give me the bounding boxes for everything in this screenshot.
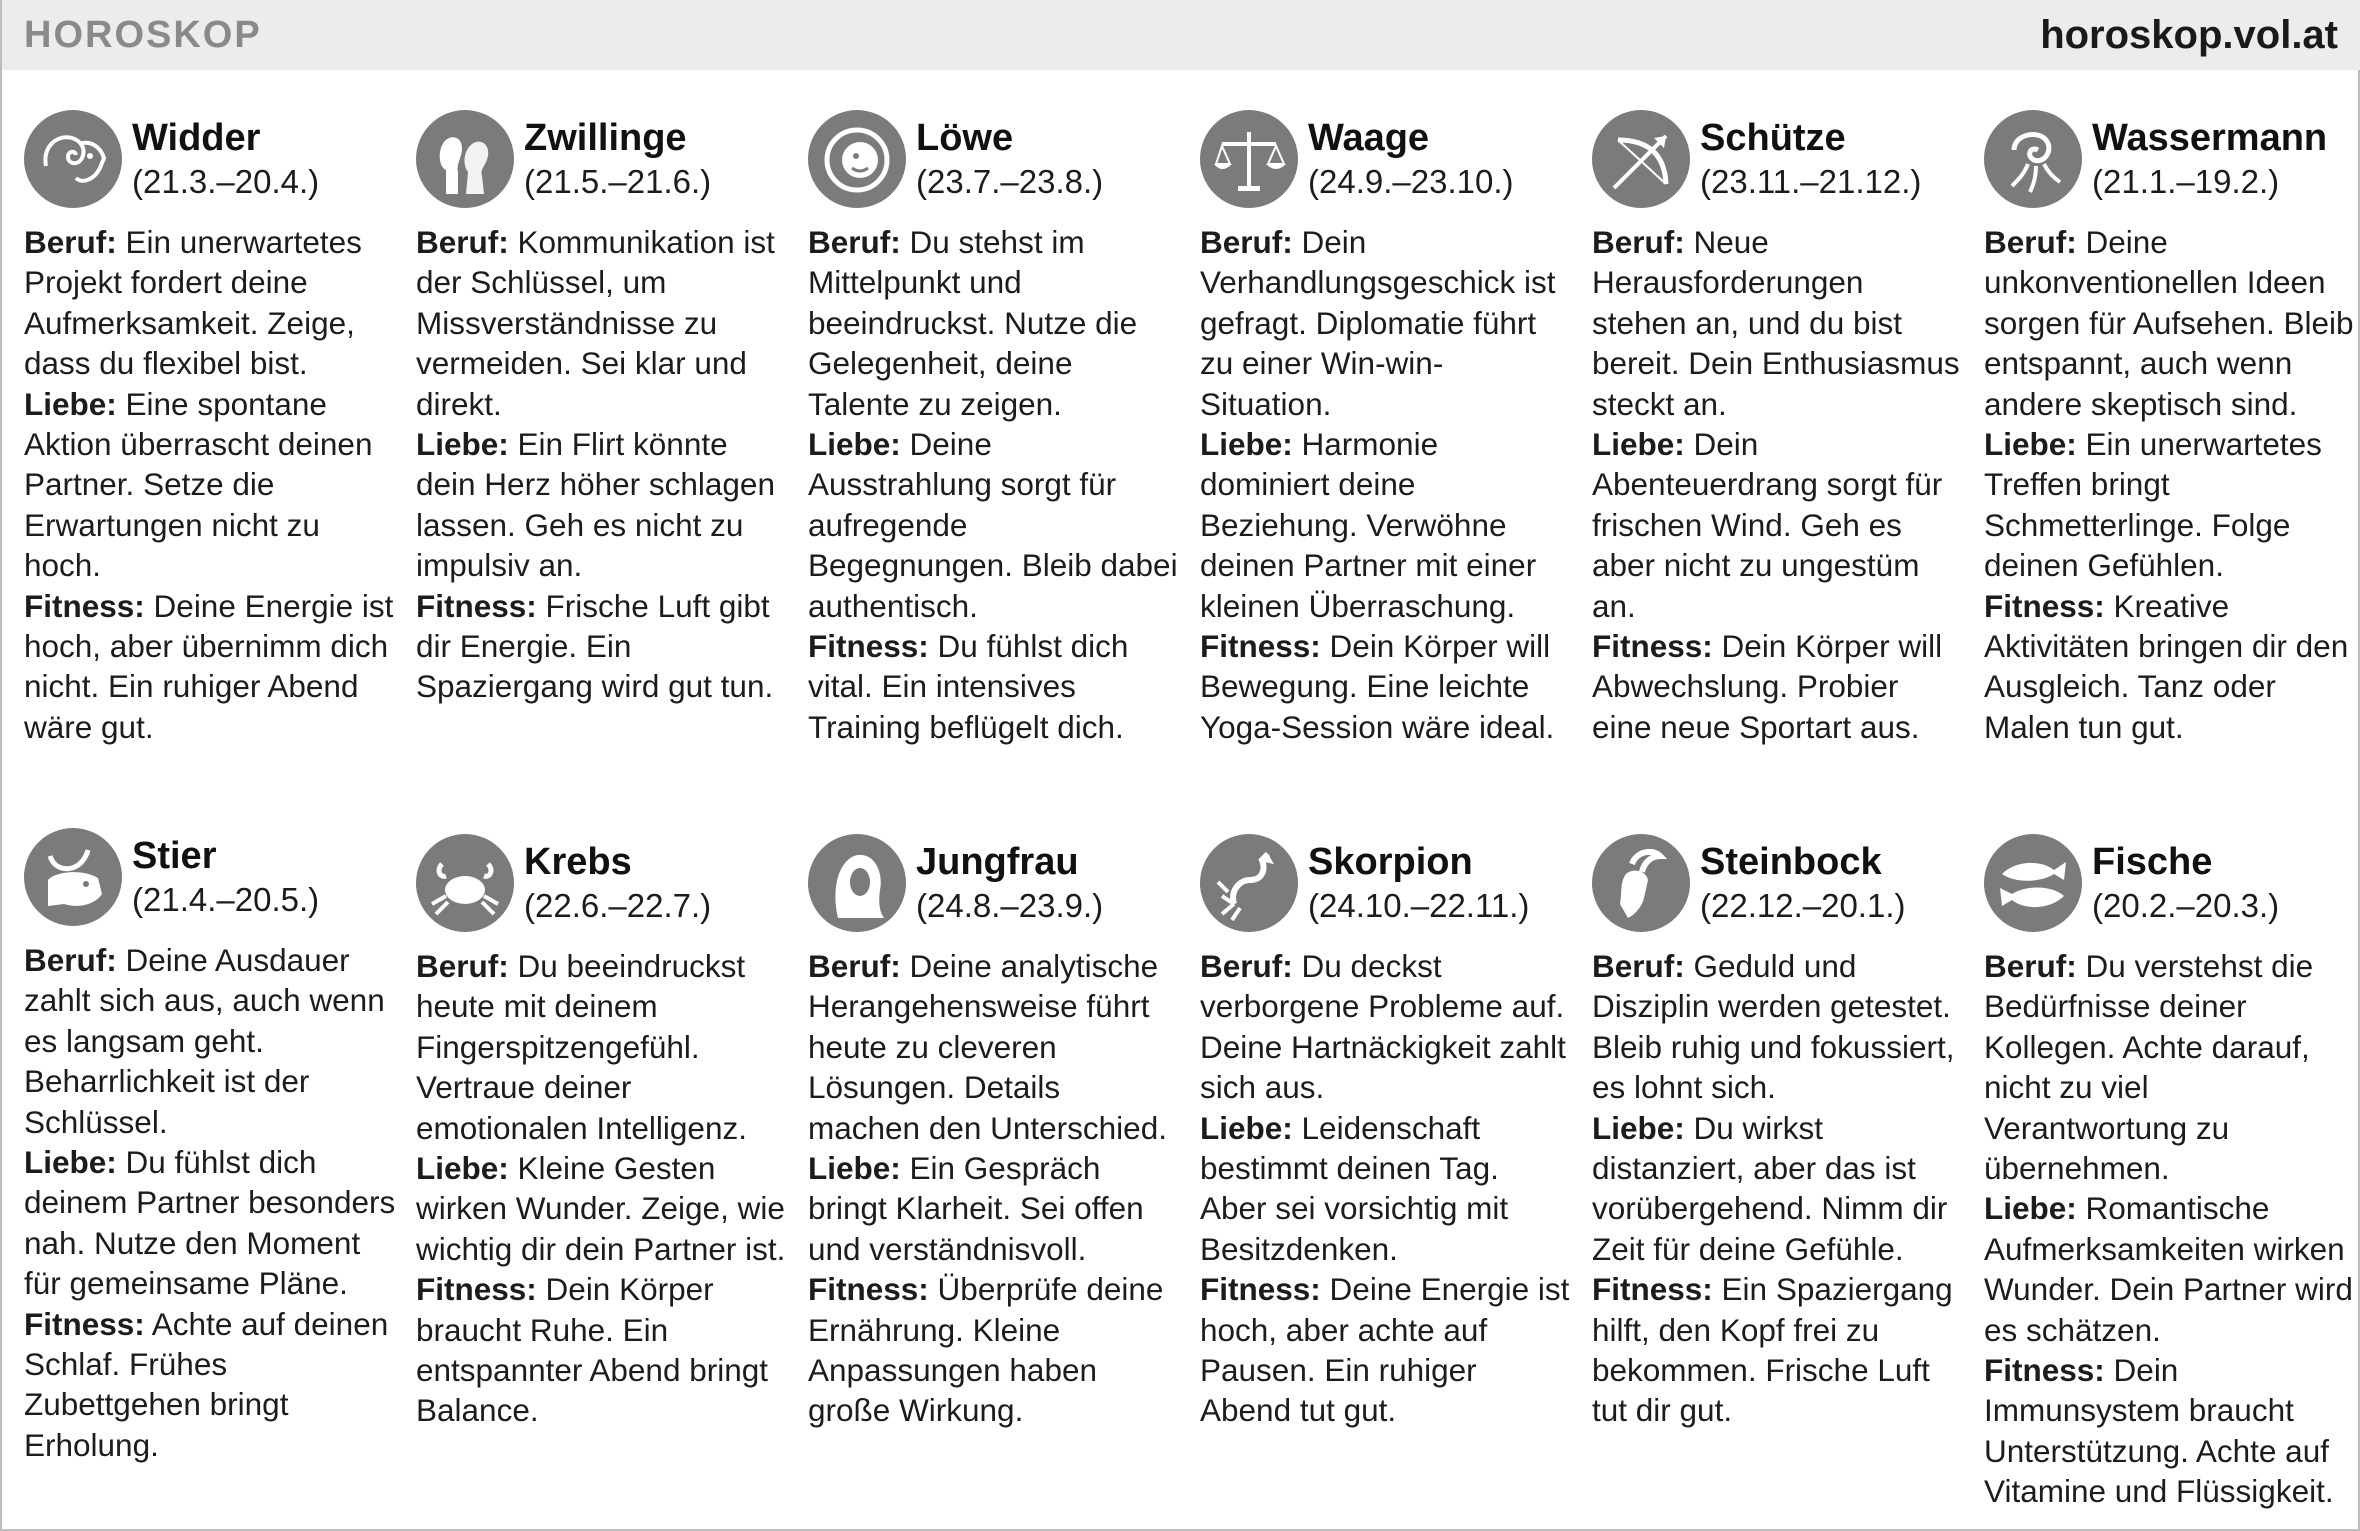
- beruf-text: Ein unerwartetes Projekt fordert deine Aufmerksamkeit. Zeige, dass du flexibel bist.: [24, 224, 362, 382]
- sign-name: Steinbock: [1700, 841, 1882, 883]
- sign-dates: (24.9.–23.10.): [1308, 163, 1514, 200]
- beruf-label: Beruf:: [1984, 224, 2077, 260]
- sign-text: [416, 946, 788, 1431]
- liebe-paragraph: [808, 424, 1180, 626]
- sign-text: [24, 222, 396, 747]
- virgin-icon: [808, 834, 906, 932]
- liebe-label: Liebe:: [808, 1150, 901, 1187]
- bull-icon: [24, 828, 122, 926]
- fitness-label: Fitness:: [1984, 1352, 2105, 1389]
- fitness-text: Dein Körper will Bewegung. Eine leichte Yoga-Session wäre ideal.: [1200, 628, 1555, 745]
- beruf-text: Deine unkonventionellen Ideen sorgen für Aufsehen. Bleib entspannt, auch wenn andere skeptisch sind.: [1984, 224, 2354, 422]
- liebe-paragraph: [1200, 1108, 1572, 1270]
- fitness-label: Fitness:: [808, 1271, 929, 1308]
- water-bearer-icon: [1984, 110, 2082, 208]
- beruf-label: Beruf:: [1592, 224, 1685, 260]
- liebe-label: Liebe:: [808, 426, 901, 463]
- liebe-paragraph: [1592, 1108, 1964, 1270]
- beruf-text: Neue Herausforderungen stehen an, und du bist bereit. Dein Enthusiasmus steckt an.: [1592, 224, 1960, 422]
- sign-dates: (21.5.–21.6.): [524, 163, 712, 200]
- sign-name: Schütze: [1700, 117, 1846, 159]
- beruf-paragraph: [808, 222, 1180, 424]
- fitness-label: Fitness:: [24, 1305, 145, 1342]
- fitness-paragraph: [1984, 1350, 2356, 1512]
- liebe-paragraph: [808, 1148, 1180, 1269]
- fitness-text: Frische Luft gibt dir Energie. Ein Spaziergang wird gut tun.: [416, 587, 774, 705]
- fitness-text: Ein Spaziergang hilft, den Kopf frei zu bekommen. Frische Luft tut dir gut.: [1592, 1271, 1953, 1429]
- sign-name: Löwe: [916, 117, 1014, 159]
- fitness-label: Fitness:: [416, 1271, 537, 1308]
- liebe-text: Dein Abenteuerdrang sorgt für frischen Wind. Geh es aber nicht zu ungestüm an.: [1592, 426, 1943, 624]
- liebe-label: Liebe:: [1200, 1109, 1293, 1146]
- beruf-text: Du verstehst die Bedürfnisse deiner Kollegen. Achte darauf, nicht zu viel Verantwortung zu übernehmen.: [1984, 948, 2314, 1187]
- liebe-paragraph: [24, 1142, 396, 1304]
- beruf-paragraph: [1592, 222, 1964, 424]
- sign-name: Stier: [132, 835, 217, 877]
- fitness-paragraph: [1984, 586, 2356, 748]
- liebe-label: Liebe:: [416, 1150, 509, 1187]
- liebe-text: Ein unerwartetes Treffen bringt Schmetterlinge. Folge deinen Gefühlen.: [1984, 426, 2322, 584]
- fitness-paragraph: [808, 1269, 1180, 1431]
- sign-dates: (20.2.–20.3.): [2092, 887, 2280, 924]
- liebe-paragraph: [1200, 424, 1572, 626]
- sign-column-skorpion: [1200, 834, 1572, 1431]
- fitness-paragraph: [416, 586, 788, 707]
- sign-text: [1984, 946, 2356, 1512]
- sign-text: [1592, 222, 1964, 747]
- fitness-label: Fitness:: [1984, 587, 2105, 624]
- fitness-paragraph: [24, 1304, 396, 1466]
- liebe-paragraph: [416, 424, 788, 586]
- sign-column-schuetze: [1592, 110, 1964, 747]
- beruf-text: Deine analytische Herangehensweise führt heute zu cleveren Lösungen. Details machen den Unterschied.: [808, 948, 1167, 1146]
- fitness-text: Überprüfe deine Ernährung. Kleine Anpassungen haben große Wirkung.: [808, 1271, 1164, 1429]
- sign-text: [808, 222, 1180, 747]
- fitness-text: Kreative Aktivitäten bringen dir den Ausgleich. Tanz oder Malen tun gut.: [1984, 587, 2349, 745]
- beruf-label: Beruf:: [1200, 224, 1293, 260]
- fitness-label: Fitness:: [808, 628, 929, 665]
- beruf-label: Beruf:: [24, 942, 117, 978]
- sign-column-steinbock: [1592, 834, 1964, 1431]
- sign-column-fische: [1984, 834, 2356, 1512]
- sign-column-widder: [24, 110, 396, 747]
- sign-text: [24, 940, 396, 1465]
- sign-dates: (21.3.–20.4.): [132, 163, 320, 200]
- beruf-label: Beruf:: [24, 224, 117, 260]
- fitness-label: Fitness:: [416, 587, 537, 624]
- sign-name: Skorpion: [1308, 841, 1473, 883]
- fitness-text: Dein Körper will Abwechslung. Probier eine neue Sportart aus.: [1592, 628, 1943, 745]
- fitness-text: Dein Körper braucht Ruhe. Ein entspannter Abend bringt Balance.: [416, 1271, 769, 1429]
- beruf-label: Beruf:: [1592, 948, 1685, 984]
- beruf-label: Beruf:: [416, 948, 509, 984]
- header-bar: [2, 0, 2360, 70]
- beruf-label: Beruf:: [1200, 948, 1293, 984]
- sign-name: Zwillinge: [524, 117, 687, 159]
- liebe-label: Liebe:: [416, 426, 509, 463]
- sign-column-loewe: [808, 110, 1180, 747]
- beruf-paragraph: [416, 222, 788, 424]
- fitness-paragraph: [24, 586, 396, 748]
- beruf-paragraph: [1984, 946, 2356, 1188]
- sign-column-stier: [24, 828, 396, 1465]
- liebe-text: Eine spontane Aktion überrascht deinen Partner. Setze die Erwartungen nicht zu hoch.: [24, 385, 373, 584]
- beruf-label: Beruf:: [808, 948, 901, 984]
- sign-column-zwillinge: [416, 110, 788, 707]
- fitness-text: Deine Energie ist hoch, aber achte auf Pausen. Ein ruhiger Abend tut gut.: [1200, 1271, 1570, 1429]
- fitness-paragraph: [1200, 626, 1572, 747]
- sign-name: Waage: [1308, 117, 1430, 159]
- fitness-paragraph: [1592, 626, 1964, 747]
- fitness-label: Fitness:: [24, 587, 145, 624]
- beruf-paragraph: [1200, 222, 1572, 424]
- archer-icon: [1592, 110, 1690, 208]
- liebe-text: Du fühlst dich deinem Partner besonders nah. Nutze den Moment für gemeinsame Pläne.: [24, 1144, 396, 1302]
- sign-column-wassermann: [1984, 110, 2356, 747]
- section-title: HOROSKOP: [24, 13, 262, 56]
- liebe-label: Liebe:: [1984, 426, 2077, 463]
- sign-dates: (22.12.–20.1.): [1700, 887, 1906, 924]
- beruf-paragraph: [808, 946, 1180, 1148]
- fitness-text: Achte auf deinen Schlaf. Frühes Zubettgehen bringt Erholung.: [24, 1305, 389, 1463]
- fitness-label: Fitness:: [1592, 1271, 1713, 1308]
- fitness-label: Fitness:: [1592, 628, 1713, 665]
- ram-icon: [24, 110, 122, 208]
- liebe-paragraph: [416, 1148, 788, 1269]
- liebe-label: Liebe:: [24, 385, 117, 422]
- fitness-text: Du fühlst dich vital. Ein intensives Training beflügelt dich.: [808, 628, 1129, 745]
- fitness-text: Dein Immunsystem braucht Unterstützung. Achte auf Vitamine und Flüssigkeit.: [1984, 1352, 2334, 1510]
- site-url[interactable]: horoskop.vol.at: [2040, 12, 2338, 57]
- beruf-text: Du stehst im Mittelpunkt und beeindruckst. Nutze die Gelegenheit, deine Talente zu zeigen.: [808, 224, 1138, 422]
- beruf-label: Beruf:: [808, 224, 901, 260]
- fitness-label: Fitness:: [1200, 1271, 1321, 1308]
- sign-dates: (23.11.–21.12.): [1700, 163, 1922, 200]
- liebe-paragraph: [24, 384, 396, 586]
- scorpion-icon: [1200, 834, 1298, 932]
- beruf-paragraph: [1984, 222, 2356, 424]
- fitness-paragraph: [1200, 1269, 1572, 1431]
- sign-dates: (22.6.–22.7.): [524, 887, 712, 924]
- sign-name: Widder: [132, 117, 261, 159]
- lion-icon: [808, 110, 906, 208]
- sign-name: Jungfrau: [916, 841, 1079, 883]
- twins-icon: [416, 110, 514, 208]
- sign-column-krebs: [416, 834, 788, 1431]
- sign-dates: (21.1.–19.2.): [2092, 163, 2280, 200]
- goat-icon: [1592, 834, 1690, 932]
- liebe-text: Du wirkst distanziert, aber das ist vorübergehend. Nimm dir Zeit für deine Gefühle.: [1592, 1109, 1948, 1267]
- sign-dates: (21.4.–20.5.): [132, 881, 320, 918]
- sign-name: Fische: [2092, 841, 2213, 883]
- sign-name: Krebs: [524, 841, 632, 883]
- sign-text: [416, 222, 788, 707]
- sign-text: [808, 946, 1180, 1431]
- sign-text: [1200, 222, 1572, 747]
- liebe-label: Liebe:: [24, 1144, 117, 1181]
- liebe-label: Liebe:: [1200, 426, 1293, 463]
- beruf-text: Deine Ausdauer zahlt sich aus, auch wenn es langsam geht. Beharrlichkeit ist der Schlüssel.: [24, 942, 385, 1140]
- beruf-label: Beruf:: [416, 224, 509, 260]
- liebe-text: Leidenschaft bestimmt deinen Tag. Aber sei vorsichtig mit Besitzdenken.: [1200, 1109, 1509, 1267]
- liebe-paragraph: [1984, 424, 2356, 586]
- liebe-paragraph: [1592, 424, 1964, 626]
- fitness-paragraph: [1592, 1269, 1964, 1431]
- beruf-text: Kommunikation ist der Schlüssel, um Missverständnisse zu vermeiden. Sei klar und direkt.: [416, 224, 775, 422]
- liebe-label: Liebe:: [1984, 1190, 2077, 1227]
- beruf-paragraph: [1200, 946, 1572, 1108]
- beruf-text: Geduld und Disziplin werden getestet. Bleib ruhig und fokussiert, es lohnt sich.: [1592, 948, 1955, 1106]
- fitness-label: Fitness:: [1200, 628, 1321, 665]
- beruf-paragraph: [24, 222, 396, 384]
- beruf-paragraph: [1592, 946, 1964, 1108]
- beruf-text: Du deckst verborgene Probleme auf. Deine Hartnäckigkeit zahlt sich aus.: [1200, 948, 1566, 1106]
- crab-icon: [416, 834, 514, 932]
- sign-text: [1592, 946, 1964, 1431]
- fish-icon: [1984, 834, 2082, 932]
- scales-icon: [1200, 110, 1298, 208]
- beruf-text: Du beeindruckst heute mit deinem Fingerspitzengefühl. Vertraue deiner emotionalen Intelligenz.: [416, 948, 747, 1146]
- sign-name: Wassermann: [2092, 117, 2328, 159]
- fitness-paragraph: [808, 626, 1180, 747]
- liebe-text: Deine Ausstrahlung sorgt für aufregende Begegnungen. Bleib dabei authentisch.: [808, 426, 1178, 624]
- liebe-label: Liebe:: [1592, 426, 1685, 463]
- liebe-paragraph: [1984, 1188, 2356, 1350]
- sign-dates: (24.10.–22.11.): [1308, 887, 1530, 924]
- beruf-text: Dein Verhandlungsgeschick ist gefragt. Diplomatie führt zu einer Win-win-Situation.: [1200, 224, 1556, 422]
- sign-dates: (23.7.–23.8.): [916, 163, 1104, 200]
- beruf-paragraph: [24, 940, 396, 1142]
- fitness-text: Deine Energie ist hoch, aber übernimm dich nicht. Ein ruhiger Abend wäre gut.: [24, 587, 394, 745]
- sign-text: [1200, 946, 1572, 1431]
- sign-dates: (24.8.–23.9.): [916, 887, 1104, 924]
- fitness-paragraph: [416, 1269, 788, 1431]
- beruf-label: Beruf:: [1984, 948, 2077, 984]
- liebe-text: Ein Gespräch bringt Klarheit. Sei offen und verständnisvoll.: [808, 1150, 1144, 1267]
- liebe-label: Liebe:: [1592, 1109, 1685, 1146]
- sign-text: [1984, 222, 2356, 747]
- sign-column-waage: [1200, 110, 1572, 747]
- sign-column-jungfrau: [808, 834, 1180, 1431]
- liebe-text: Romantische Aufmerksamkeiten wirken Wunder. Dein Partner wird es schätzen.: [1984, 1190, 2353, 1348]
- beruf-paragraph: [416, 946, 788, 1148]
- liebe-text: Ein Flirt könnte dein Herz höher schlagen lassen. Geh es nicht zu impulsiv an.: [416, 426, 775, 584]
- liebe-text: Kleine Gesten wirken Wunder. Zeige, wie wichtig dir dein Partner ist.: [416, 1150, 786, 1267]
- liebe-text: Harmonie dominiert deine Beziehung. Verwöhne deinen Partner mit einer kleinen Überraschung.: [1200, 426, 1537, 624]
